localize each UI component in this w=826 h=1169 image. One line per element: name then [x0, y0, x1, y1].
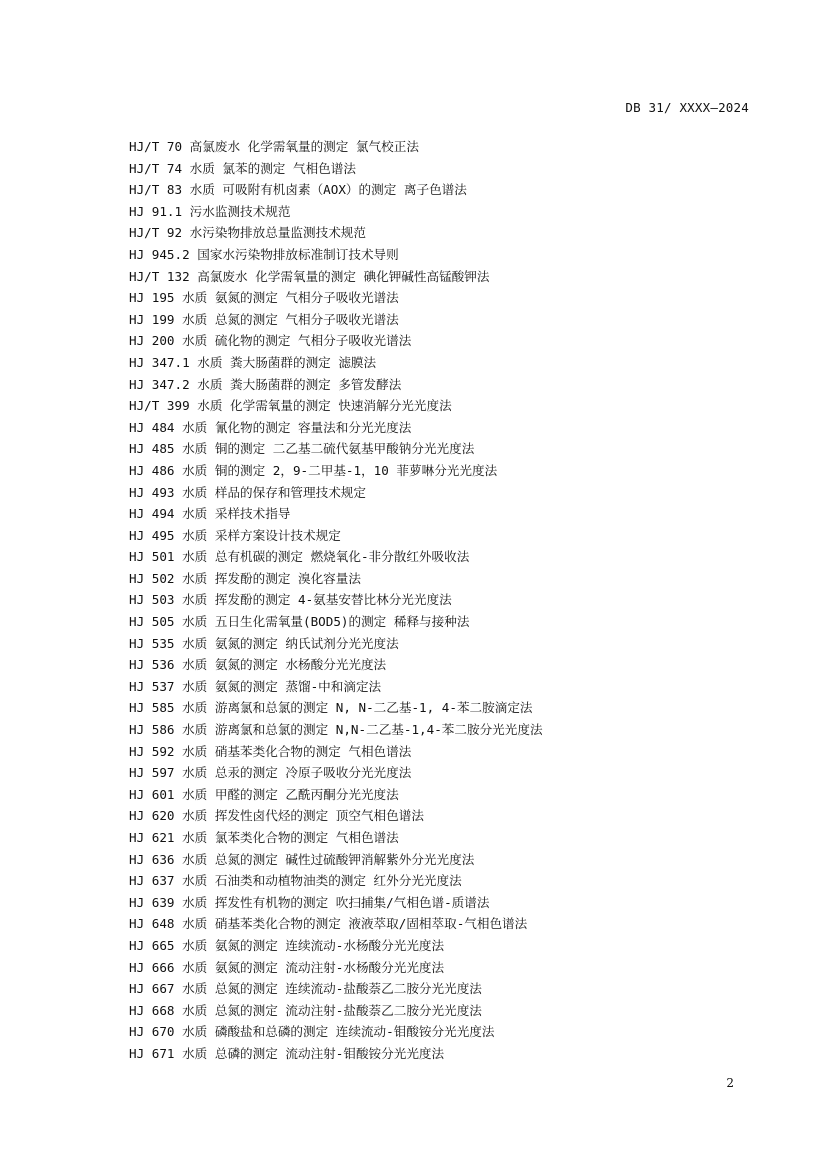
- normative-reference-list: [129, 136, 543, 1065]
- document-code-header: DB 31/ XXXX—2024: [625, 100, 749, 115]
- reference-item: HJ 667 水质 总氮的测定 连续流动-盐酸萘乙二胺分光光度法: [129, 981, 482, 997]
- reference-item: HJ 195 水质 氨氮的测定 气相分子吸收光谱法: [129, 290, 399, 306]
- reference-item: HJ 347.1 水质 粪大肠菌群的测定 滤膜法: [129, 354, 377, 370]
- reference-item: HJ 666 水质 氨氮的测定 流动注射-水杨酸分光光度法: [129, 959, 445, 975]
- reference-item: HJ/T 132 高氯废水 化学需氧量的测定 碘化钾碱性高锰酸钾法: [129, 268, 490, 284]
- reference-item: HJ 671 水质 总磷的测定 流动注射-钼酸铵分光光度法: [129, 1045, 445, 1061]
- reference-item: HJ 668 水质 总氮的测定 流动注射-盐酸萘乙二胺分光光度法: [129, 1002, 482, 1018]
- reference-item: HJ 501 水质 总有机碳的测定 燃烧氧化-非分散红外吸收法: [129, 549, 470, 565]
- reference-item: HJ/T 92 水污染物排放总量监测技术规范: [129, 225, 366, 241]
- reference-item: HJ/T 70 高氯废水 化学需氧量的测定 氯气校正法: [129, 139, 419, 154]
- reference-item: HJ 601 水质 甲醛的测定 乙酰丙酮分光光度法: [129, 786, 399, 802]
- reference-item: HJ 495 水质 采样方案设计技术规定: [129, 527, 341, 543]
- reference-item: HJ/T 74 水质 氯苯的测定 气相色谱法: [129, 160, 356, 176]
- reference-item: HJ 536 水质 氨氮的测定 水杨酸分光光度法: [129, 657, 387, 673]
- reference-item: HJ 537 水质 氨氮的测定 蒸馏-中和滴定法: [129, 678, 382, 694]
- reference-item: HJ 620 水质 挥发性卤代烃的测定 顶空气相色谱法: [129, 808, 424, 824]
- reference-item: HJ 637 水质 石油类和动植物油类的测定 红外分光光度法: [129, 873, 462, 889]
- reference-item: HJ 200 水质 硫化物的测定 气相分子吸收光谱法: [129, 333, 412, 349]
- reference-item: HJ 199 水质 总氮的测定 气相分子吸收光谱法: [129, 311, 399, 327]
- reference-item: HJ 597 水质 总汞的测定 冷原子吸收分光光度法: [129, 765, 412, 781]
- reference-item: HJ/T 399 水质 化学需氧量的测定 快速消解分光光度法: [129, 398, 452, 414]
- reference-item: HJ 493 水质 样品的保存和管理技术规定: [129, 484, 366, 500]
- reference-item: HJ 535 水质 氨氮的测定 纳氏试剂分光光度法: [129, 635, 399, 651]
- reference-item: HJ 484 水质 氰化物的测定 容量法和分光光度法: [129, 419, 412, 435]
- reference-item: HJ 586 水质 游离氯和总氯的测定 N,N-二乙基-1,4-苯二胺分光光度法: [129, 722, 543, 738]
- reference-item: HJ/T 83 水质 可吸附有机卤素（AOX）的测定 离子色谱法: [129, 182, 467, 198]
- reference-item: HJ 494 水质 采样技术指导: [129, 506, 291, 522]
- reference-item: HJ 621 水质 氯苯类化合物的测定 气相色谱法: [129, 830, 399, 845]
- reference-item: HJ 592 水质 硝基苯类化合物的测定 气相色谱法: [129, 743, 412, 759]
- reference-item: HJ 670 水质 磷酸盐和总磷的测定 连续流动-钼酸铵分光光度法: [129, 1024, 495, 1040]
- page-number: 2: [726, 1076, 734, 1090]
- reference-item: HJ 505 水质 五日生化需氧量(BOD5)的测定 稀释与接种法: [129, 614, 470, 630]
- reference-item: HJ 665 水质 氨氮的测定 连续流动-水杨酸分光光度法: [129, 937, 445, 953]
- reference-item: HJ 585 水质 游离氯和总氯的测定 N, N-二乙基-1, 4-苯二胺滴定法: [129, 700, 533, 716]
- reference-item: HJ 639 水质 挥发性有机物的测定 吹扫捕集/气相色谱-质谱法: [129, 894, 490, 910]
- reference-item: HJ 91.1 污水监测技术规范: [129, 203, 291, 219]
- reference-item: HJ 347.2 水质 粪大肠菌群的测定 多管发酵法: [129, 376, 402, 392]
- reference-item: HJ 485 水质 铜的测定 二乙基二硫代氨基甲酸钠分光光度法: [129, 441, 475, 457]
- reference-item: HJ 486 水质 铜的测定 2，9-二甲基-1，10 菲萝啉分光光度法: [129, 462, 498, 478]
- reference-item: HJ 636 水质 总氮的测定 碱性过硫酸钾消解紫外分光光度法: [129, 851, 475, 867]
- reference-item: HJ 648 水质 硝基苯类化合物的测定 液液萃取/固相萃取-气相色谱法: [129, 916, 528, 932]
- reference-item: HJ 502 水质 挥发酚的测定 溴化容量法: [129, 570, 361, 586]
- reference-item: HJ 503 水质 挥发酚的测定 4-氨基安替比林分光光度法: [129, 592, 452, 608]
- reference-item: HJ 945.2 国家水污染物排放标准制订技术导则: [129, 246, 399, 262]
